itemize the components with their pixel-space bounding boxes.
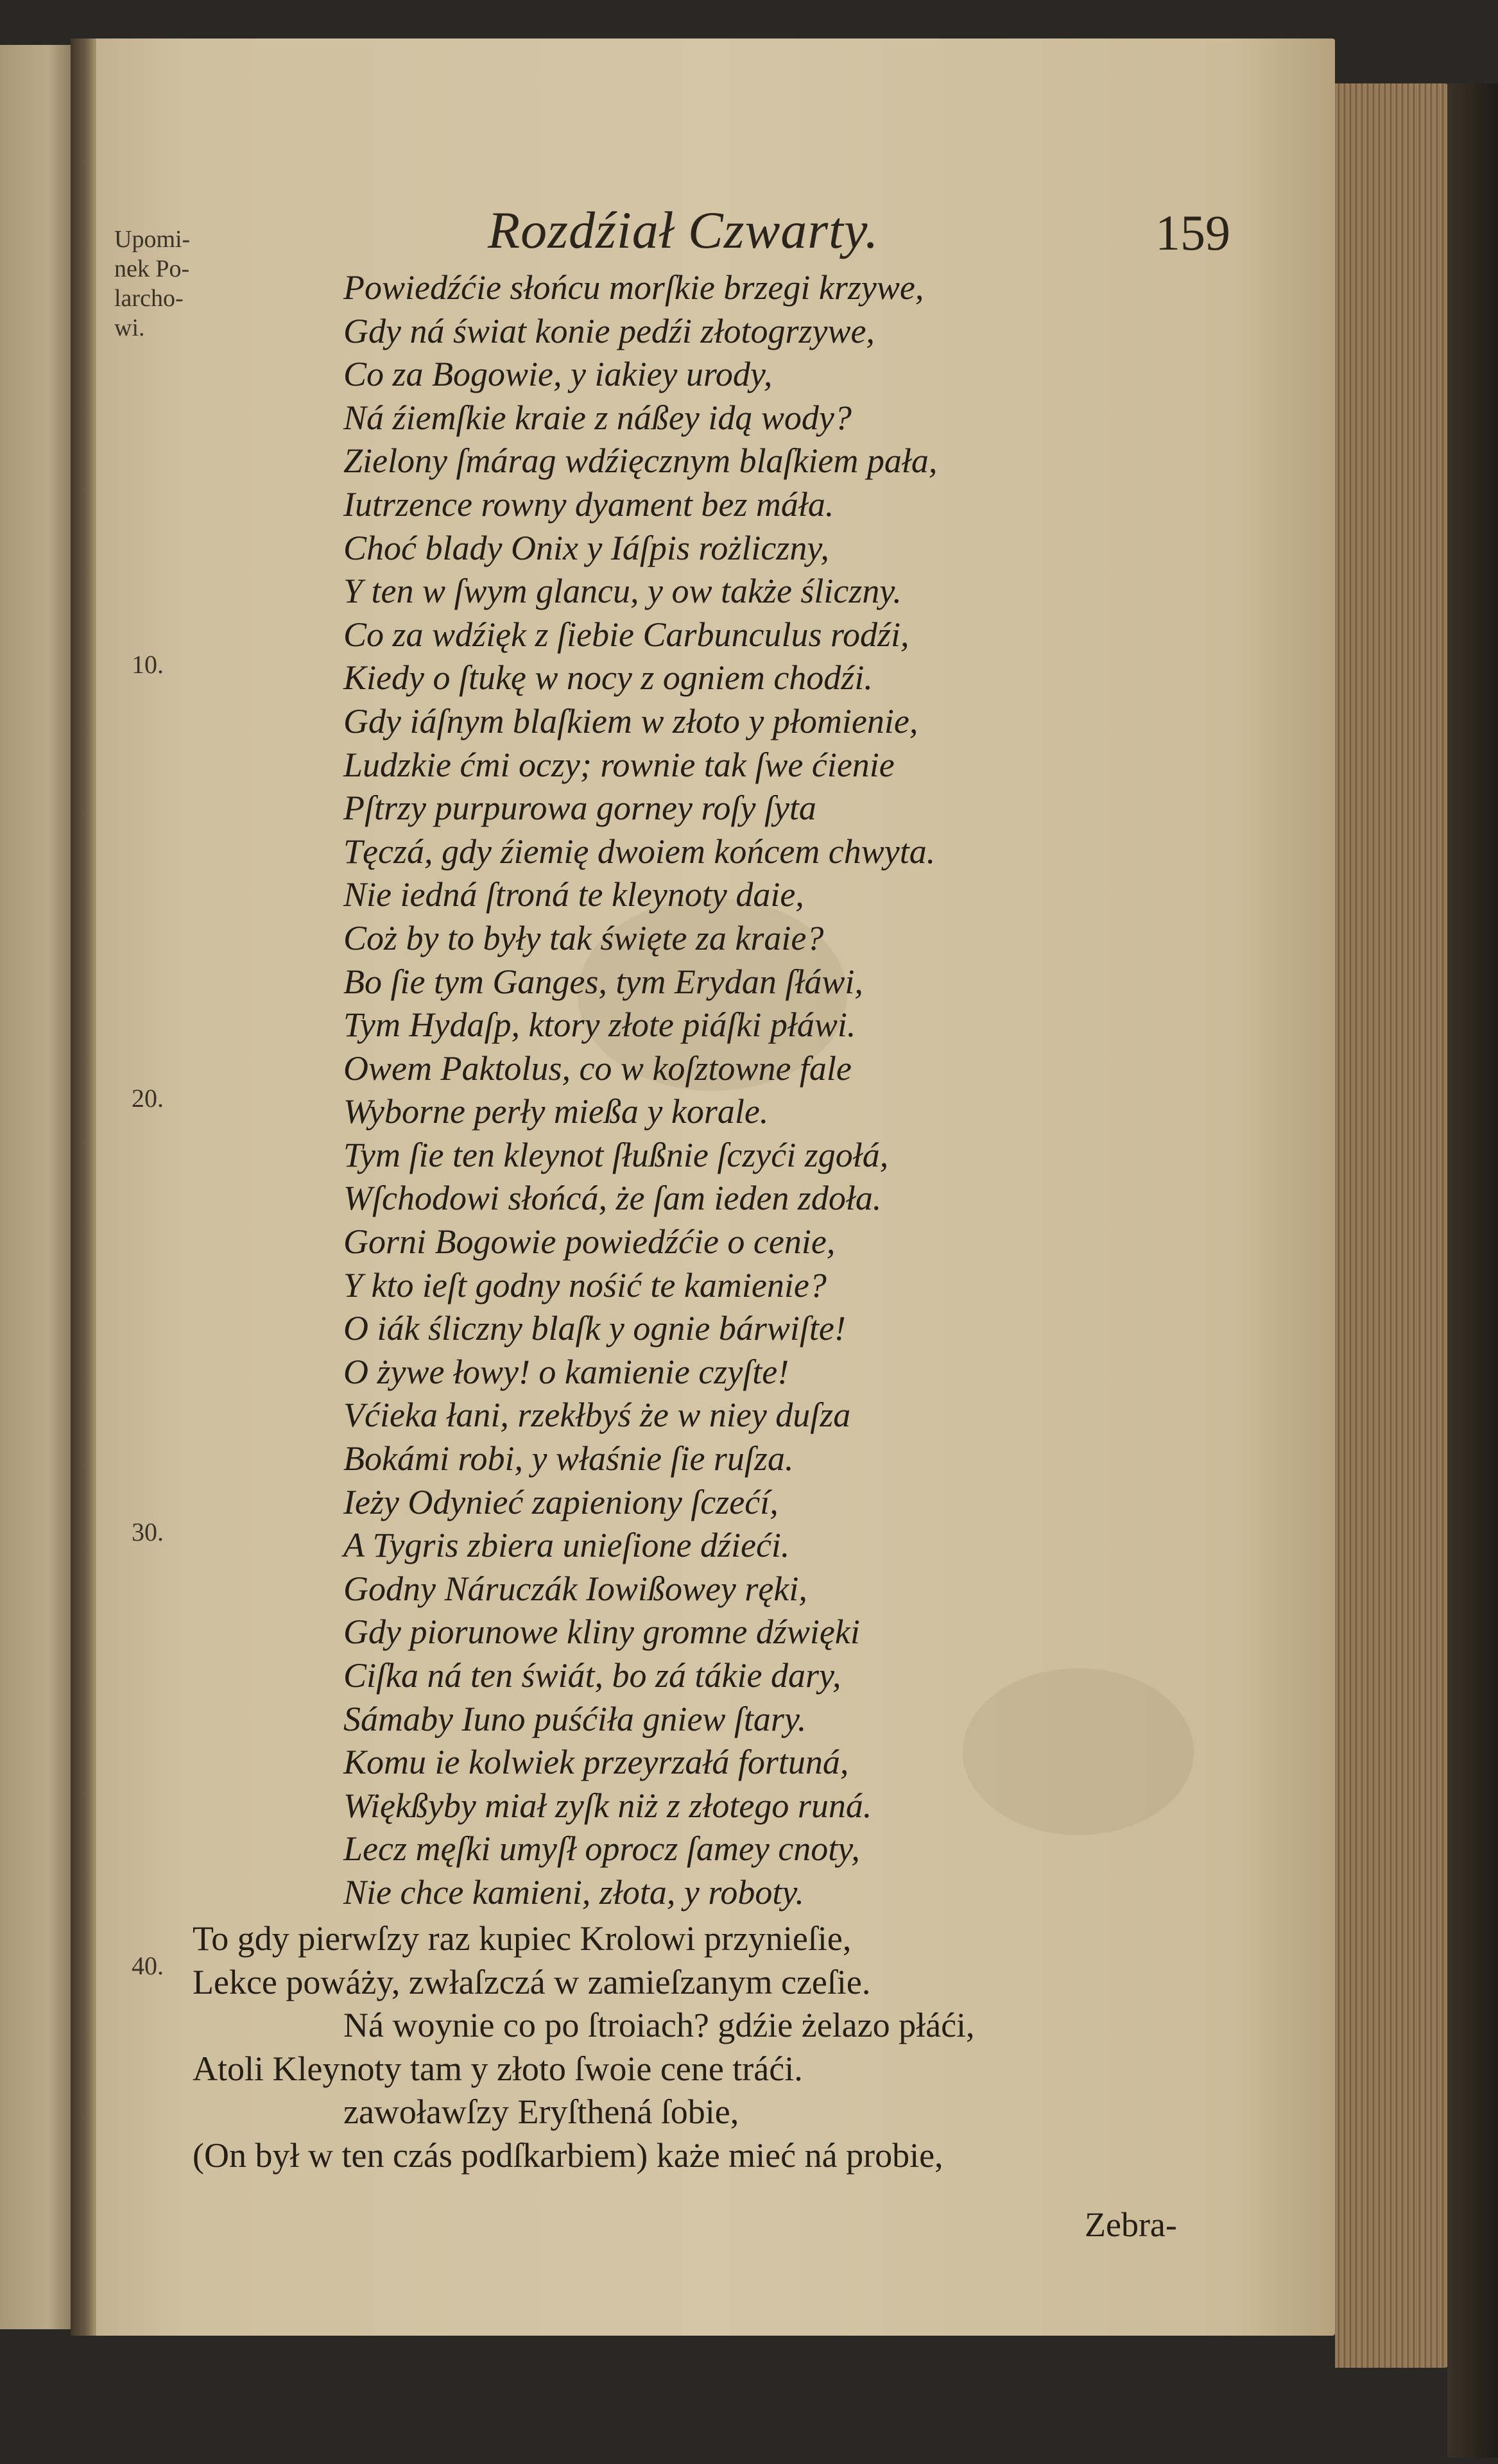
verse-line: Ná źiemſkie kraie z náßey idą wody? bbox=[343, 398, 852, 437]
line-number: 40. bbox=[132, 1951, 164, 1980]
verse-line: Tym Hydaſp, ktory złote piáſki płáwi. bbox=[343, 1005, 856, 1045]
verse-line: Lecz męſki umyſł oprocz ſamey cnoty, bbox=[343, 1829, 860, 1869]
verse-line: Powiedźćie słońcu morſkie brzegi krzywe, bbox=[343, 268, 924, 307]
verse-line: Nie chce kamieni, złota, y roboty. bbox=[343, 1872, 804, 1912]
verse-line: A Tygris zbiera unieſione dźieći. bbox=[343, 1526, 790, 1565]
book-shadow bbox=[1447, 83, 1498, 2458]
verse-line: Y kto ieſt godny nośić te kamienie? bbox=[343, 1265, 827, 1305]
verse-line: Tym ſie ten kleynot ſłußnie ſczyći zgołá, bbox=[343, 1135, 889, 1174]
verse-line: Nie iedná ſtroná te kleynoty daie, bbox=[343, 875, 804, 914]
catchword: Zebra- bbox=[1085, 2205, 1177, 2244]
verse-line: Komu ie kolwiek przeyrzałá fortuná, bbox=[343, 1743, 849, 1782]
verse-line: To gdy pierwſzy raz kupiec Krolowi przynieſie, bbox=[193, 1919, 852, 1958]
verse-line: Zielony ſmárag wdźięcznym blaſkiem pała, bbox=[343, 441, 938, 481]
margin-note-line: wi. bbox=[114, 314, 145, 341]
verse-line: Y ten w ſwym glancu, y ow także śliczny. bbox=[343, 572, 902, 611]
chapter-title: Rozdźiał Czwarty. bbox=[488, 201, 879, 259]
verse-line: Ná woynie co po ſtroiach? gdźie żelazo płáći, bbox=[343, 2006, 975, 2045]
verse-line: Ciſka ná ten świát, bo zá tákie dary, bbox=[343, 1656, 841, 1695]
verse-line: Lekce powáży, zwłaſzczá w zamieſzanym czeſie. bbox=[193, 1962, 871, 2001]
line-number: 30. bbox=[132, 1518, 164, 1546]
book-gutter bbox=[71, 38, 96, 2336]
verse-line: Co za wdźięk z ſiebie Carbunculus rodźi, bbox=[343, 615, 909, 654]
verse-block bbox=[343, 266, 1306, 1915]
line-number: 20. bbox=[132, 1084, 164, 1113]
verse-line: Bo ſie tym Ganges, tym Erydan ſłáwi, bbox=[343, 962, 863, 1001]
verse-line: zawoławſzy Eryſthená ſobie, bbox=[343, 2092, 739, 2132]
verse-line: Vćieka łani, rzekłbyś że w niey duſza bbox=[343, 1396, 851, 1435]
verse-line: Bokámi robi, y właśnie ſie ruſza. bbox=[343, 1439, 794, 1478]
verse-line: Gdy iáſnym blaſkiem w złoto y płomienie, bbox=[343, 701, 918, 740]
verse-line: Owem Paktolus, co w koſztowne fale bbox=[343, 1048, 852, 1088]
verse-line: Więkßyby miał zyſk niż z złotego runá. bbox=[343, 1786, 872, 1825]
verse-line: Pſtrzy purpurowa gorney roſy ſyta bbox=[343, 789, 816, 828]
prose-verse-block bbox=[193, 1917, 1284, 2178]
verse-line: Ludzkie ćmi oczy; rownie tak ſwe ćienie bbox=[343, 745, 895, 784]
margin-note-line: larcho- bbox=[114, 285, 184, 312]
margin-note-line: nek Po- bbox=[114, 255, 190, 282]
verse-line: Gdy ná świat konie pedźi złotogrzywe, bbox=[343, 311, 875, 350]
margin-note-line: Upomi- bbox=[114, 226, 191, 253]
verse-line: O żywe łowy! o kamienie czyſte! bbox=[343, 1352, 789, 1391]
verse-line: Gdy piorunowe kliny gromne dźwięki bbox=[343, 1613, 860, 1652]
verse-line: Atoli Kleynoty tam y złoto ſwoie cene tráći. bbox=[193, 2049, 803, 2088]
verse-line: Godny Náruczák Iowißowey ręki, bbox=[343, 1569, 807, 1608]
verse-line: O iák śliczny blaſk y ognie bárwiſte! bbox=[343, 1309, 846, 1348]
verse-line: Coż by to były tak święte za kraie? bbox=[343, 918, 824, 957]
verse-line: (On był w ten czás podſkarbiem) każe mieć ná probie, bbox=[193, 2135, 943, 2175]
page-block-edges bbox=[1335, 83, 1451, 2368]
verse-line: Co za Bogowie, y iakiey urody, bbox=[343, 355, 773, 394]
margin-note bbox=[114, 225, 211, 343]
verse-line: Iutrzence rowny dyament bez máła. bbox=[343, 484, 834, 524]
verse-line: Wſchodowi słońcá, że ſam ieden zdoła. bbox=[343, 1179, 882, 1218]
verse-line: Kiedy o ſtukę w nocy z ogniem chodźi. bbox=[343, 658, 873, 697]
verse-line: Sámaby Iuno puśćiła gniew ſtary. bbox=[343, 1699, 807, 1738]
verse-line: Tęczá, gdy źiemię dwoiem końcem chwyta. bbox=[343, 832, 936, 871]
verse-line: Gorni Bogowie powiedźćie o cenie, bbox=[343, 1222, 836, 1262]
verse-line: Ieży Odynieć zapieniony ſczećí, bbox=[343, 1482, 779, 1521]
page-number: 159 bbox=[1155, 205, 1230, 261]
facing-page-edge bbox=[0, 45, 80, 2329]
verse-line: Wyborne perły mießa y korale. bbox=[343, 1092, 769, 1131]
verse-line: Choć blady Onix y Iáſpis rożliczny, bbox=[343, 528, 829, 567]
line-number: 10. bbox=[132, 650, 164, 679]
